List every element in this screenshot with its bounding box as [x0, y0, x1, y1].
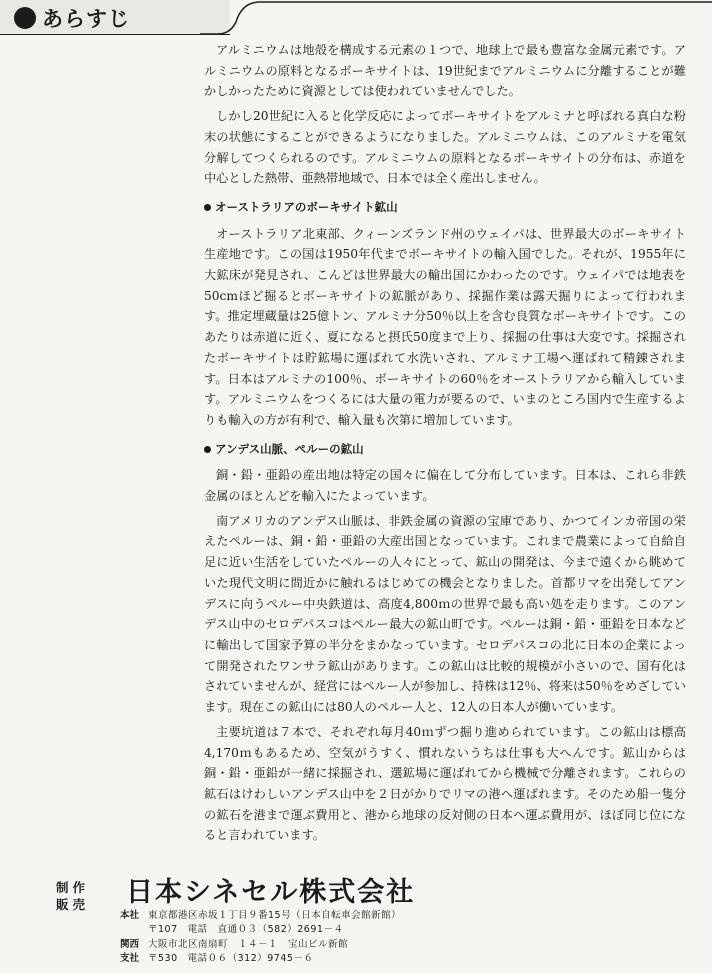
- section-heading-australia: [204, 197, 686, 218]
- kansai-label: 関西: [120, 939, 140, 950]
- header-rule: [200, 0, 712, 36]
- section-heading-text: オーストラリアのボーキサイト鉱山: [215, 199, 398, 214]
- intro-paragraph: しかし20世紀に入ると化学反応によってボーキサイトをアルミナと呼ばれる真白な粉末の状態にすることができるようになりました。アルミニウムは、このアルミナを電気分解してつくられるのです。アルミニウムの原料となるボーキサイトの分布は、赤道を中心とした熱帯、亜熱帯地域で、日本では全く産出しません。: [204, 109, 686, 186]
- hq-address-line: 東京都港区赤坂１丁目９番15号（日本自転車会館新館）: [148, 910, 402, 921]
- hq-phone-line: 〒107 電話 直通０３（582）2691－４: [148, 924, 344, 935]
- role-sales: 販売: [56, 897, 90, 912]
- section-heading-text: アンデス山脈、ペルーの鉱山: [215, 441, 364, 456]
- hq-label: 本社: [120, 910, 140, 921]
- kansai-phone-line: 〒530 電話０６（312）9745－６: [148, 953, 314, 964]
- bullet-icon: [204, 204, 211, 211]
- intro-paragraph: アルミニウムは地殻を構成する元素の１つで、地球上で最も豊富な金属元素です。アルミニウムの原料となるボーキサイトは、19世紀までアルミニウムに分離することが難かしかったために資源としては使われていませんでした。: [204, 43, 686, 99]
- body-paragraph: オーストラリア北東部、クィーンズランド州のウェイパは、世界最大のボーキサイト生産地です。この国は1950年代までボーキサイトの輸入国でした。それが、1955年に大鉱床が発見され、こんどは世界最大の輸出国にかわったのです。ウェイパでは地表を50cmほど掘るとボーキサイトの鉱脈があり、採掘作業は露天掘りによって行われます。推定埋蔵量は25億トン、アルミナ分50％以上を含む良質なボーキサイトです。このあたりは赤道に近く、夏になると摂氏50度まで上り、採掘の仕事は大変です。採掘されたボーキサイトは貯鉱場に運ばれて水洗いされ、アルミナ工場へ運ばれて精錬されます。日本はアルミナの100％、ボーキサイトの60％をオーストラリアから輸入しています。アルミニウムをつくるには大量の電力が要るので、いまのところ国内で生産するよりも輸入の方が有利で、輸入量も次第に増加しています。: [204, 226, 686, 427]
- synopsis-body: [204, 40, 686, 850]
- body-paragraph: 銅・鉛・亜鉛の産出地は特定の国々に偏在して分布しています。日本は、これら非鉄金属のほとんどを輸入にたよっています。: [204, 468, 686, 504]
- kansai-label-2: 支社: [120, 953, 140, 964]
- title-bullet-icon: [14, 7, 36, 29]
- section-title-text: あらすじ: [42, 7, 130, 31]
- kansai-address-line: 大阪市北区南扇町 １４－１ 宝山ビル新館: [148, 939, 349, 950]
- section-title: [14, 4, 130, 32]
- bullet-icon: [204, 446, 211, 453]
- role-production: 制作: [56, 880, 90, 895]
- credit-roles: [56, 879, 104, 913]
- section-heading-peru: [204, 439, 686, 460]
- kansai-address: [120, 938, 680, 966]
- hq-address: [120, 909, 680, 937]
- body-paragraph: 主要坑道は７本で、それぞれ毎月40ｍずつ掘り進められています。この鉱山は標高4,170ｍもあるため、空気がうすく、慣れないうちは仕事も大へんです。鉱山からは銅・鉛・亜鉛が一緒に採掘され、選鉱場に運ばれてから機械で分離されます。これらの鉱石はけわしいアンデス山中を２日がかりでリマの港へ運ばれます。そのため船一隻分の鉱石を港まで運ぶ費用と、港から地球の反対側の日本へ運ぶ費用が、ほぼ同じ位になると言われています。: [204, 724, 686, 843]
- body-paragraph: 南アメリカのアンデス山脈は、非鉄金属の資源の宝庫であり、かつてインカ帝国の栄えたペルーは、銅・鉛・亜鉛の大産出国となっています。これまで農業によって自給自足に近い生活をしていたペルーの人々にとって、鉱山の開発は、今まで遠くから眺めていた現代文明に間近かに触れるはじめての機会となりました。首都リマを出発してアンデスに向うペルー中央鉄道は、高度4,800ｍの世界で最も高い処を走ります。このアンデス山中のセロデパスコはペルー最大の鉱山町です。ペルーは銅・鉛・亜鉛を日本などに輸出して国家予算の半分をまかなっています。セロデパスコの北に日本の企業によって開発されたワンサラ鉱山があります。この鉱山は比較的規模が小さいので、国有化はされていませんが、経営にはペルー人が参加し、持株は12％、将来は50％をめざしています。現在この鉱山には80人のペルー人と、12人の日本人が働いています。: [204, 513, 686, 715]
- company-name: 日本シネセル株式会社: [126, 877, 416, 908]
